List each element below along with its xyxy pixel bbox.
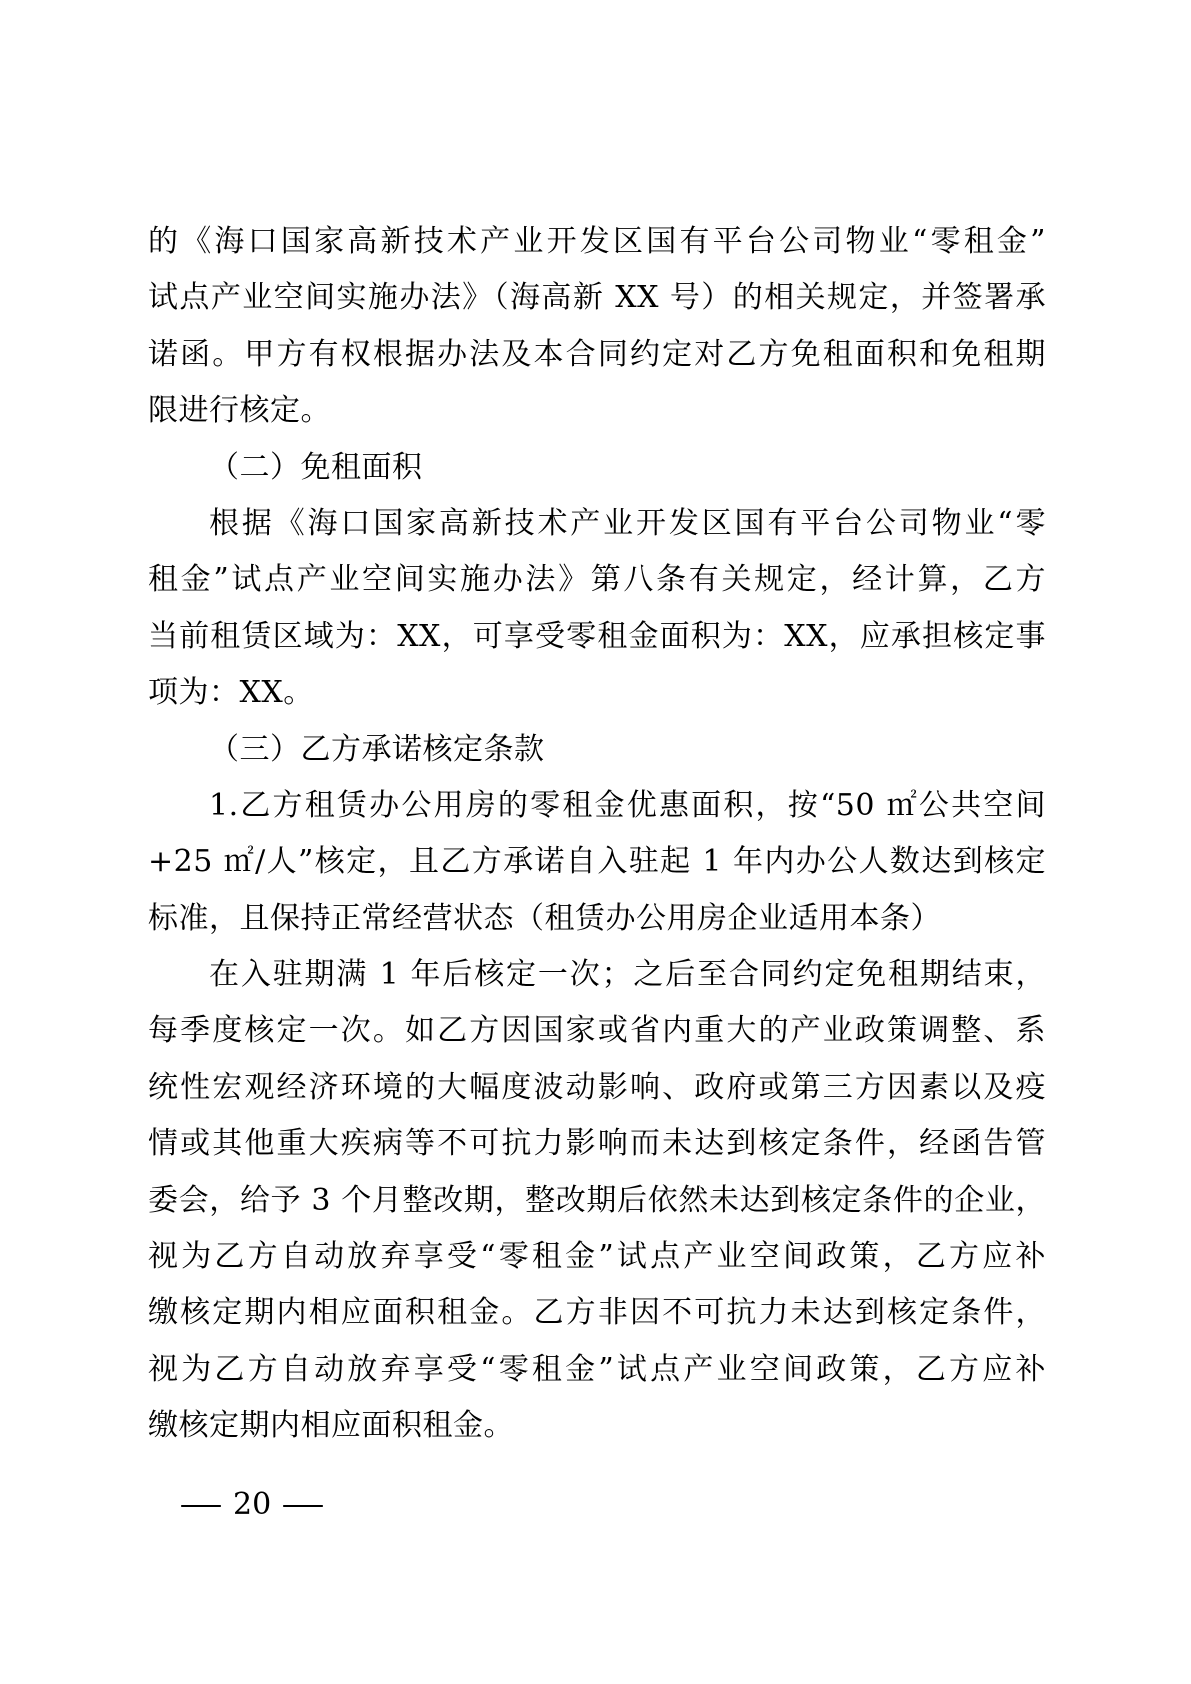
text-line: 租金”试点产业空间实施办法》第八条有关规定，经计算，乙方 xyxy=(148,562,1046,598)
text-line: 诺函。甲方有权根据办法及本合同约定对乙方免租面积和免租期 xyxy=(148,336,1046,372)
page-footer xyxy=(179,1482,325,1528)
text-line: 委会，给予 3 个月整改期，整改期后依然未达到核定条件的企业， xyxy=(148,1182,1046,1218)
text-line: 标准，且保持正常经营状态（租赁办公用房企业适用本条） xyxy=(148,900,941,936)
text-line: 缴核定期内相应面积租金。乙方非因不可抗力未达到核定条件， xyxy=(148,1295,1046,1331)
text-line: 根据《海口国家高新技术产业开发区国有平台公司物业“零 xyxy=(209,505,1046,541)
text-line: 视为乙方自动放弃享受“零租金”试点产业空间政策，乙方应补 xyxy=(148,1351,1046,1387)
page-number: 20 xyxy=(233,1487,272,1522)
text-line: 统性宏观经济环境的大幅度波动影响、政府或第三方因素以及疫 xyxy=(148,1069,1046,1105)
text-line: +25 ㎡/人”核定，且乙方承诺自入驻起 1 年内办公人数达到核定 xyxy=(148,844,1046,880)
text-line: 1.乙方租赁办公用房的零租金优惠面积，按“50 ㎡公共空间 xyxy=(209,787,1046,823)
text-line: 在入驻期满 1 年后核定一次；之后至合同约定免租期结束， xyxy=(209,957,1046,993)
text-line: 限进行核定。 xyxy=(148,393,331,429)
text-line: 项为：XX。 xyxy=(148,675,314,711)
text-line: 情或其他重大疾病等不可抗力影响而未达到核定条件，经函告管 xyxy=(148,1126,1046,1162)
document-body xyxy=(148,214,1046,1455)
text-line: 缴核定期内相应面积租金。 xyxy=(148,1408,514,1444)
footer-dash-right: — xyxy=(281,1487,325,1522)
text-line: 视为乙方自动放弃享受“零租金”试点产业空间政策，乙方应补 xyxy=(148,1239,1046,1275)
text-line: 每季度核定一次。如乙方因国家或省内重大的产业政策调整、系 xyxy=(148,1013,1046,1049)
text-line: 当前租赁区域为：XX，可享受零租金面积为：XX，应承担核定事 xyxy=(148,618,1046,654)
section-heading: （三）乙方承诺核定条款 xyxy=(209,731,545,767)
text-line: 试点产业空间实施办法》（海高新 XX 号）的相关规定，并签署承 xyxy=(148,280,1046,316)
footer-dash-left: — xyxy=(179,1487,223,1522)
section-heading: （二）免租面积 xyxy=(209,449,423,485)
text-line: 的《海口国家高新技术产业开发区国有平台公司物业“零租金” xyxy=(148,224,1046,259)
